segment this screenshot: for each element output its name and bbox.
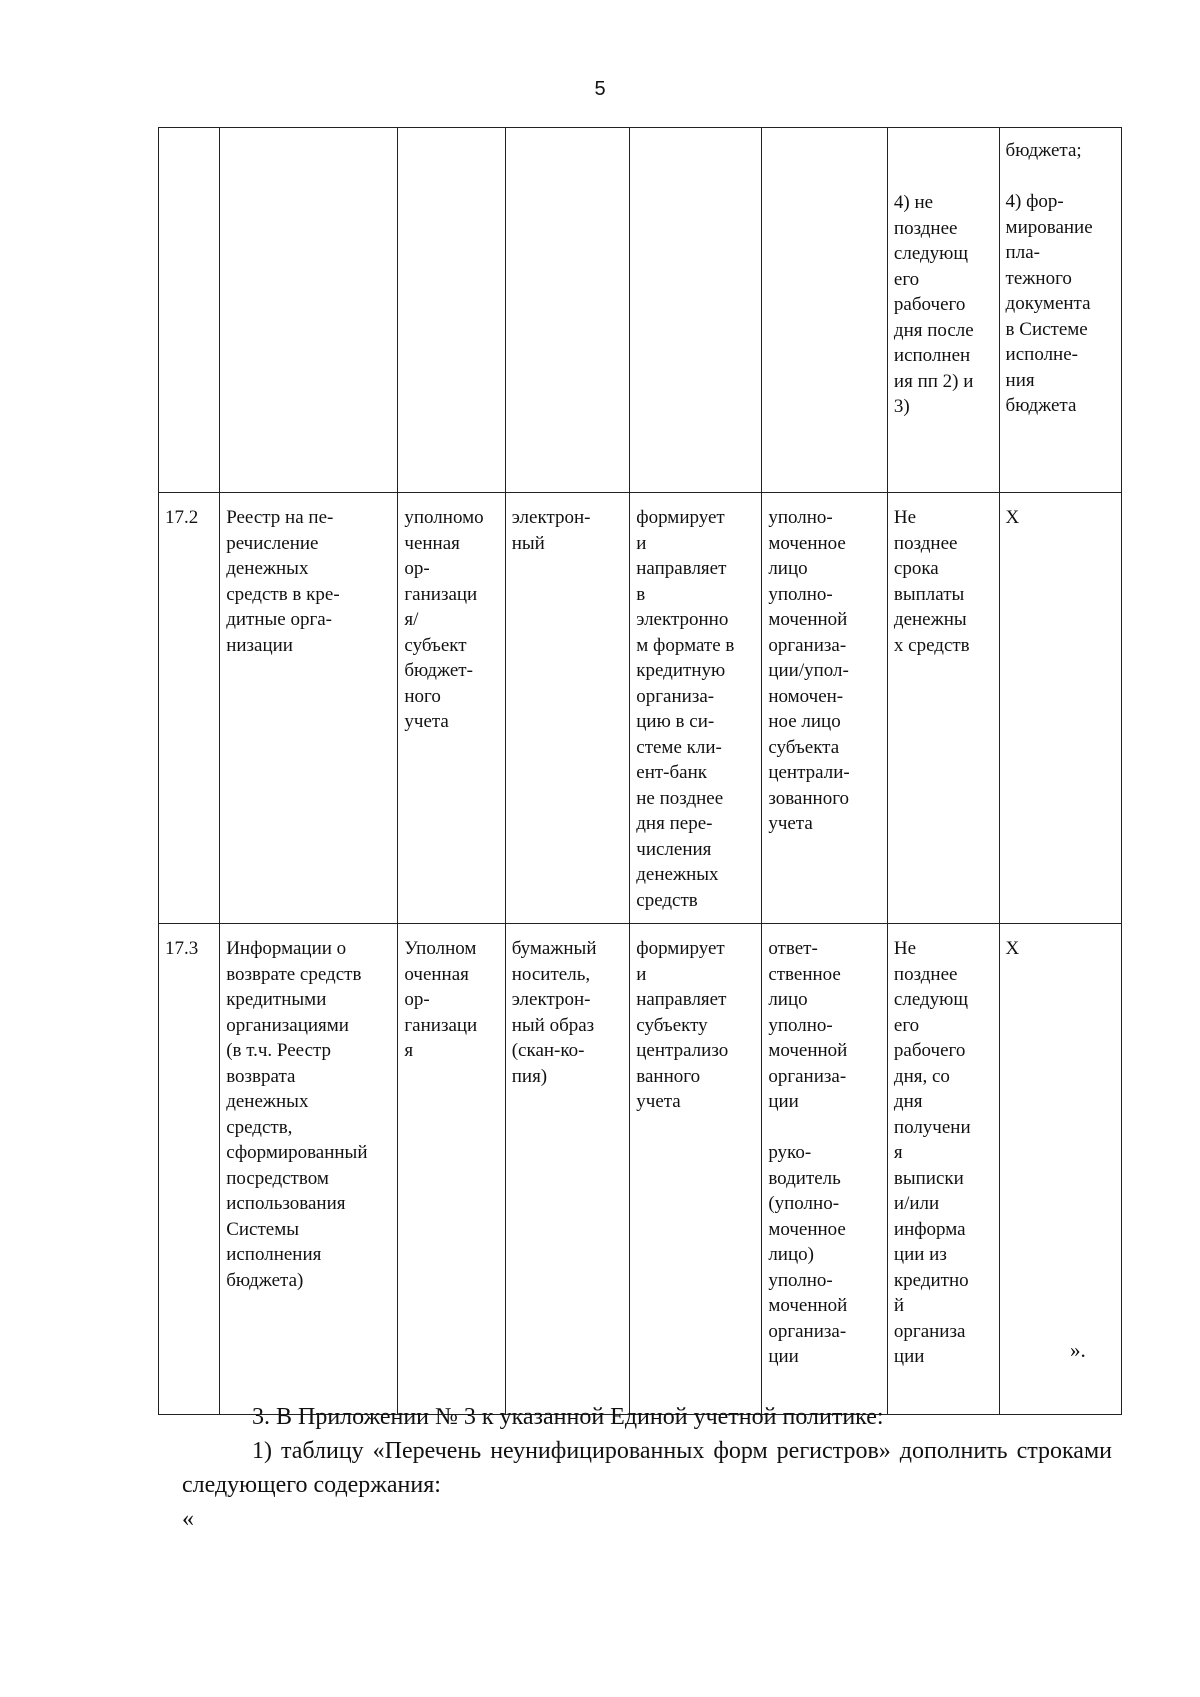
- cell-name: [220, 128, 398, 493]
- closing-quote: ».: [1070, 1338, 1086, 1362]
- cell-name: Информации о возврате средств кредитными организациями (в т.ч. Реестр возврата денежных средств, сформированный посредством использования Системы исполнения бюджета): [220, 924, 398, 1415]
- registers-table: [158, 127, 1122, 1415]
- paragraph-appendix-3: 3. В Приложении № 3 к указанной Единой учетной политике:: [252, 1404, 884, 1430]
- cell-creator: Уполном оченная ор- ганизаци я: [398, 924, 505, 1415]
- cell-note: Х: [999, 924, 1121, 1415]
- cell-responsible: уполно- моченное лицо уполно- моченной организа- ции/упол- номочен- ное лицо субъекта централи- зованного учета: [762, 493, 888, 924]
- cell-num: [159, 128, 220, 493]
- table-row-17-3: [159, 924, 1122, 1415]
- cell-action: формирует и направляет субъекту централизо ванного учета: [630, 924, 762, 1415]
- cell-creator: уполномо ченная ор- ганизаци я/ субъект бюджет- ного учета: [398, 493, 505, 924]
- cell-deadline: Не позднее срока выплаты денежны х средств: [887, 493, 999, 924]
- page-number: 5: [594, 78, 606, 100]
- cell-responsible: ответ- ственное лицо уполно- моченной организа- ции руко- водитель (уполно- моченное лицо) уполно- моченной организа- ции: [762, 924, 888, 1415]
- opening-quote: «: [182, 1506, 194, 1532]
- cell-deadline: 4) не позднее следующ его рабочего дня после исполнен ия пп 2) и 3): [887, 128, 999, 493]
- table-row-continuation: [159, 128, 1122, 493]
- cell-action: формирует и направляет в электронно м формате в кредитную организа- цию в си- стеме кли- ент-банк не позднее дня пере- числения денежных средств: [630, 493, 762, 924]
- cell-format: [505, 128, 630, 493]
- cell-note: бюджета; 4) фор- мирование пла- тежного документа в Системе исполне- ния бюджета: [999, 128, 1121, 493]
- cell-deadline: Не позднее следующ его рабочего дня, со дня получени я выписки и/или информа ции из кредитно й организа ции: [887, 924, 999, 1415]
- paragraph-table-addition: 1) таблицу «Перечень неунифицированных форм регистров» дополнить строками следующего содержания:: [182, 1438, 1112, 1498]
- cell-format: электрон- ный: [505, 493, 630, 924]
- cell-format: бумажный носитель, электрон- ный образ (скан-ко- пия): [505, 924, 630, 1415]
- cell-action: [630, 128, 762, 493]
- cell-responsible: [762, 128, 888, 493]
- cell-name: Реестр на пе- речисление денежных средств в кре- дитные орга- низации: [220, 493, 398, 924]
- cell-creator: [398, 128, 505, 493]
- cell-num: 17.2: [159, 493, 220, 924]
- table-row-17-2: [159, 493, 1122, 924]
- cell-num: 17.3: [159, 924, 220, 1415]
- cell-note: Х: [999, 493, 1121, 924]
